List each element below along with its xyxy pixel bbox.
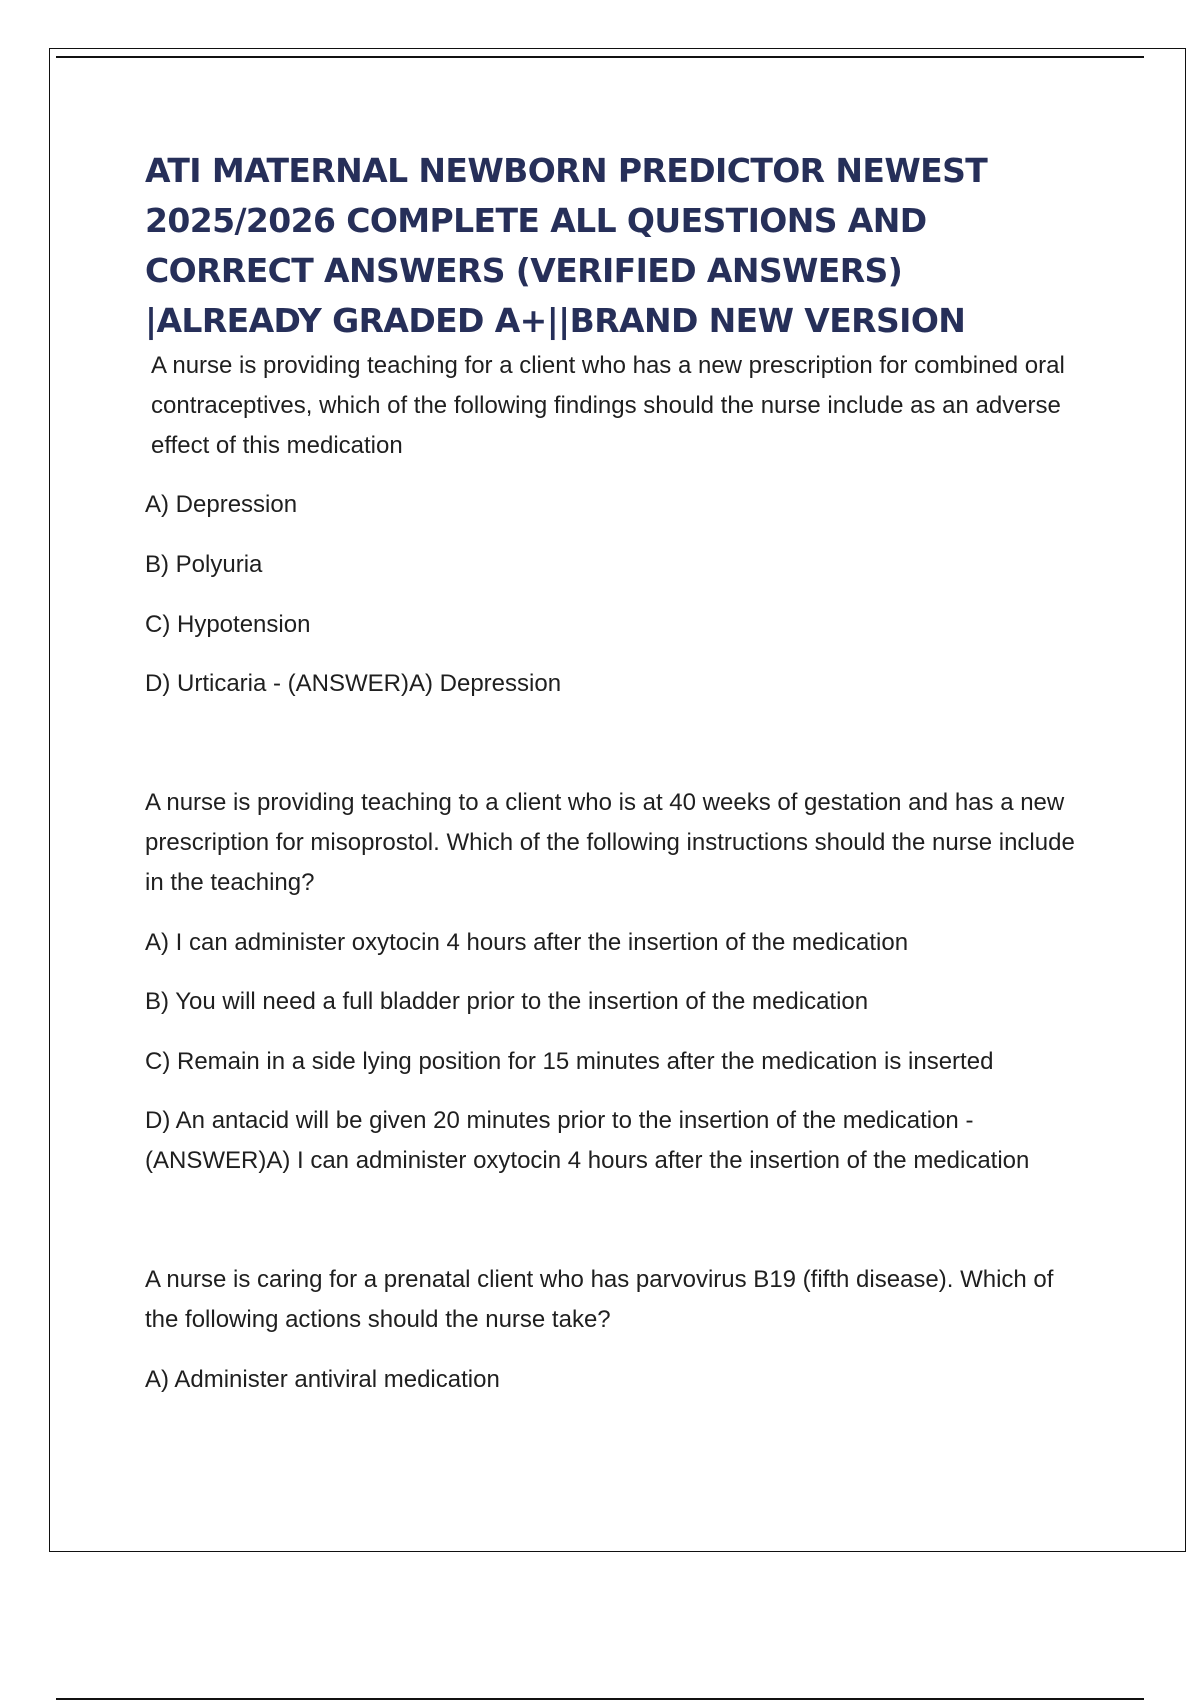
answer-option: B) Polyuria <box>145 551 263 578</box>
answer-option: C) Hypotension <box>145 611 311 638</box>
document-body <box>145 146 1085 1400</box>
answer-option: A) I can administer oxytocin 4 hours after the insertion of the medication <box>145 929 909 956</box>
question-2 <box>145 783 1085 1181</box>
answer-option: A) Depression <box>145 491 298 518</box>
document-title: ATI MATERNAL NEWBORN PREDICTOR NEWEST 2025/2026 COMPLETE ALL QUESTIONS AND CORRECT ANSWERS (VERIFIED ANSWERS) |ALREADY GRADED A+||BRAND NEW VERSION <box>145 151 988 340</box>
answer-option: D) An antacid will be given 20 minutes prior to the insertion of the medication - (ANSWER)A) I can administer oxytocin 4 hours after the insertion of the medication <box>145 1107 1030 1174</box>
question-1 <box>145 346 1085 704</box>
top-divider <box>56 56 1144 58</box>
answer-option: C) Remain in a side lying position for 15 minutes after the medication is inserted <box>145 1048 994 1075</box>
question-3 <box>145 1260 1085 1400</box>
question-text: A nurse is providing teaching for a client who has a new prescription for combined oral contraceptives, which of the following findings should the nurse include as an adverse effect of this medication <box>151 352 1065 459</box>
answer-option: B) You will need a full bladder prior to the insertion of the medication <box>145 988 869 1015</box>
answer-option: D) Urticaria - (ANSWER)A) Depression <box>145 670 562 697</box>
question-text: A nurse is providing teaching to a client who is at 40 weeks of gestation and has a new prescription for misoprostol. Which of the following instructions should the nurse include in the teaching? <box>145 789 1075 896</box>
answer-option: A) Administer antiviral medication <box>145 1366 500 1393</box>
question-text: A nurse is caring for a prenatal client who has parvovirus B19 (fifth disease). Which of the following actions should the nurse take? <box>145 1266 1054 1333</box>
